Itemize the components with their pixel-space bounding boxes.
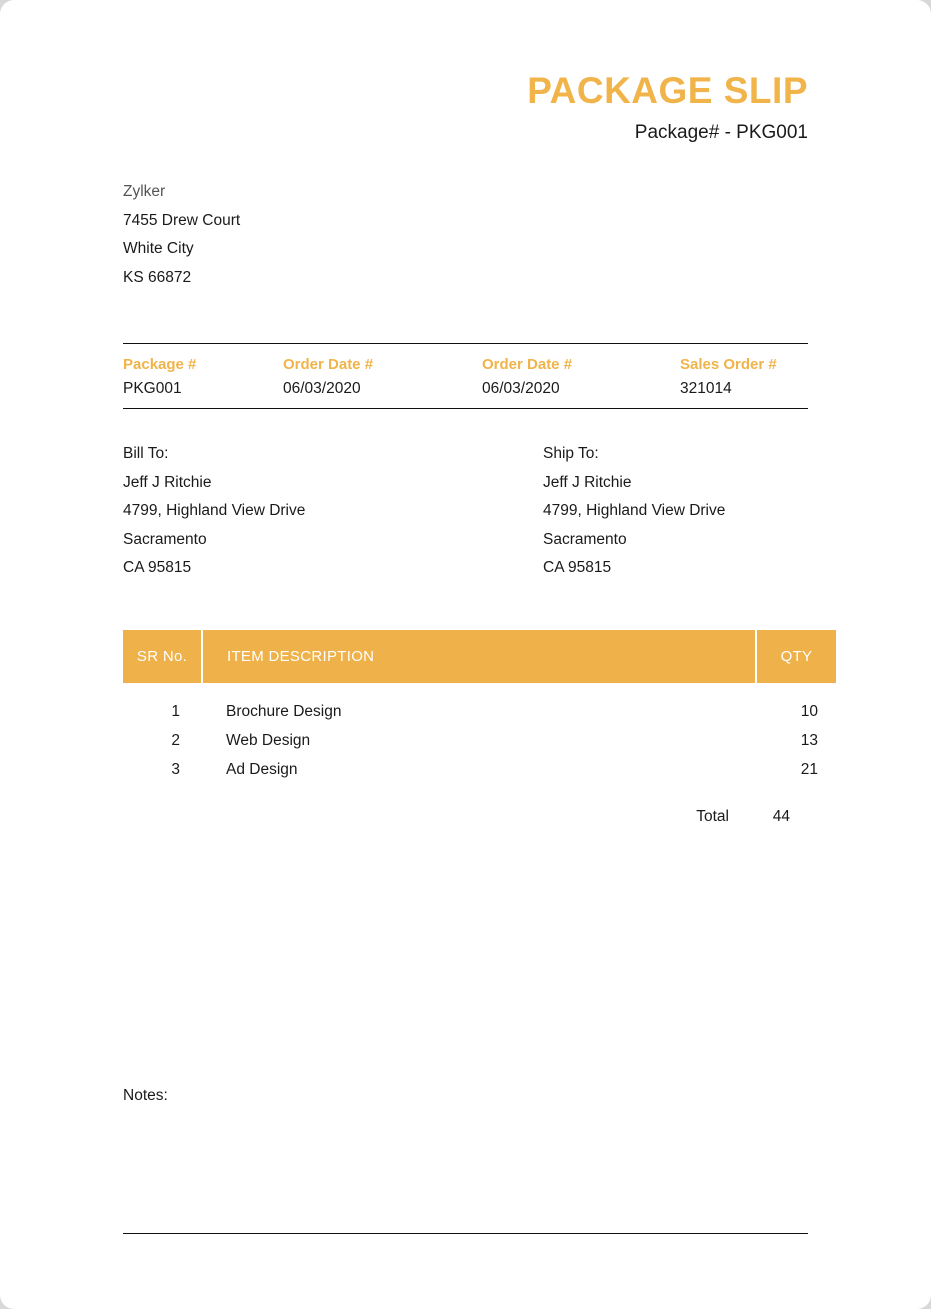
order-meta-table [123, 343, 808, 409]
sender-region: KS 66872 [123, 268, 192, 286]
notes-label: Notes: [123, 1087, 168, 1104]
cell-sr-no: 1 [171, 702, 180, 720]
line-items-table [123, 630, 836, 784]
cell-sr-no: 3 [171, 760, 180, 778]
column-header-sr-no: SR No. [123, 630, 202, 683]
cell-item-description: Brochure Design [226, 702, 342, 720]
table-row [123, 726, 836, 755]
sender-city: White City [123, 240, 194, 257]
meta-value-order-date-2: 06/03/2020 [482, 380, 560, 397]
line-items-header-row [123, 630, 836, 683]
cell-item-description: Ad Design [226, 760, 298, 778]
bill-to-block [123, 440, 305, 583]
meta-value-order-date-1: 06/03/2020 [283, 380, 361, 397]
line-items-body [123, 683, 836, 784]
total-label: Total [696, 808, 729, 825]
footer-divider [123, 1233, 808, 1234]
sender-company-name: Zylker [123, 183, 166, 200]
ship-to-block [543, 440, 725, 583]
bill-to-region: CA 95815 [123, 559, 192, 576]
total-value: 44 [772, 808, 790, 825]
meta-header-order-date-1: Order Date # [283, 356, 374, 373]
ship-to-street: 4799, Highland View Drive [543, 502, 726, 519]
ship-to-name: Jeff J Ritchie [543, 473, 632, 491]
order-meta-value-row [123, 380, 808, 409]
table-row [123, 755, 836, 784]
bill-to-label: Bill To: [123, 445, 169, 462]
package-number-subtitle: Package# - PKG001 [634, 122, 808, 143]
column-header-item-description: ITEM DESCRIPTION [202, 630, 756, 683]
sender-address-block [123, 178, 240, 292]
bill-to-name: Jeff J Ritchie [123, 473, 212, 491]
bill-to-city: Sacramento [123, 530, 207, 548]
table-row [123, 683, 836, 726]
meta-header-order-date-2: Order Date # [482, 356, 573, 373]
meta-header-sales-order: Sales Order # [680, 356, 777, 373]
ship-to-label: Ship To: [543, 445, 599, 462]
meta-header-package: Package # [123, 356, 197, 373]
cell-sr-no: 2 [171, 731, 180, 749]
ship-to-region: CA 95815 [543, 559, 612, 576]
cell-item-description: Web Design [226, 731, 311, 749]
bill-to-street: 4799, Highland View Drive [123, 502, 306, 519]
sender-street: 7455 Drew Court [123, 211, 241, 229]
ship-to-city: Sacramento [543, 530, 627, 548]
meta-value-package: PKG001 [123, 380, 182, 397]
page-title: PACKAGE SLIP [527, 70, 808, 111]
order-meta-header-row [123, 344, 808, 381]
cell-qty: 10 [800, 702, 818, 720]
cell-qty: 21 [800, 760, 818, 778]
cell-qty: 13 [800, 731, 818, 749]
meta-value-sales-order: 321014 [680, 380, 732, 397]
column-header-qty: QTY [756, 630, 836, 683]
